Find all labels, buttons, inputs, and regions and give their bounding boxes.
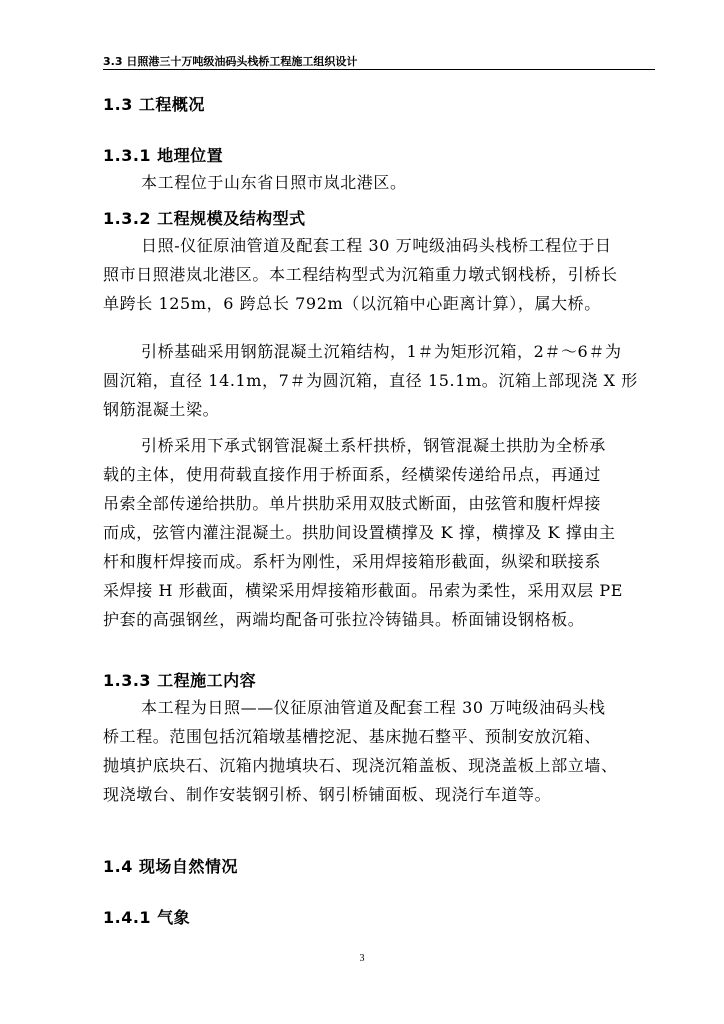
- paragraph-line: 日照-仪征原油管道及配套工程 30 万吨级油码头栈桥工程位于日: [141, 236, 612, 255]
- paragraph-line: 照市日照港岚北港区。本工程结构型式为沉箱重力墩式钢栈桥，引桥长: [103, 265, 618, 284]
- paragraph-line: 圆沉箱，直径 14.1m，7＃为圆沉箱，直径 15.1m。沉箱上部现浇 X 形: [103, 371, 638, 390]
- paragraph-line: 本工程为日照——仪征原油管道及配套工程 30 万吨级油码头栈: [141, 698, 606, 717]
- paragraph-location: [103, 168, 663, 197]
- section-heading-1-3-3: 1.3.3 工程施工内容: [103, 671, 257, 690]
- section-heading-1-3: 1.3 工程概况: [103, 95, 205, 114]
- section-heading-1-4-1: 1.4.1 气象: [103, 908, 191, 927]
- paragraph-line: 桥工程。范围包括沉箱墩基槽挖泥、基床抛石整平、预制安放沉箱、: [103, 727, 602, 746]
- paragraph-line: 护套的高强钢丝，两端均配备可张拉冷铸锚具。桥面铺设钢格板。: [103, 610, 585, 629]
- paragraph-scale-3: [103, 431, 663, 634]
- paragraph-line: 抛填护底块石、沉箱内抛填块石、现浇沉箱盖板、现浇盖板上部立墙、: [103, 756, 618, 775]
- paragraph-line: 而成，弦管内灌注混凝土。拱肋间设置横撑及 K 撑，横撑及 K 撑由主: [103, 523, 616, 542]
- paragraph-line: 采焊接 H 形截面，横梁采用焊接箱形截面。吊索为柔性，采用双层 PE: [103, 581, 624, 600]
- paragraph-line: 吊索全部传递给拱肋。单片拱肋采用双肢式断面，由弦管和腹杆焊接: [103, 494, 602, 513]
- paragraph-line: 现浇墩台、制作安装钢引桥、钢引桥铺面板、现浇行车道等。: [103, 785, 552, 804]
- section-heading-1-3-2: 1.3.2 工程规模及结构型式: [103, 209, 306, 228]
- paragraph-line: 引桥基础采用钢筋混凝土沉箱结构，1＃为矩形沉箱，2＃～6＃为: [141, 342, 622, 361]
- section-heading-1-3-1: 1.3.1 地理位置: [103, 146, 224, 165]
- paragraph-construction: [103, 693, 663, 809]
- paragraph-scale-1: [103, 231, 663, 318]
- header-rule: [103, 69, 655, 70]
- paragraph-line: 钢筋混凝土梁。: [103, 400, 220, 419]
- section-heading-1-4: 1.4 现场自然情况: [103, 857, 238, 876]
- paragraph-scale-2: [103, 337, 663, 424]
- running-header: 3.3 日照港三十万吨级油码头栈桥工程施工组织设计: [103, 55, 358, 68]
- paragraph-line: 载的主体，使用荷载直接作用于桥面系，经横梁传递给吊点，再通过: [103, 465, 602, 484]
- paragraph-line: 本工程位于山东省日照市岚北港区。: [141, 173, 407, 192]
- page-number: 3: [359, 953, 365, 964]
- paragraph-line: 引桥采用下承式钢管混凝土系杆拱桥，钢管混凝土拱肋为全桥承: [141, 436, 606, 455]
- paragraph-line: 单跨长 125m，6 跨总长 792m（以沉箱中心距离计算），属大桥。: [103, 294, 601, 313]
- paragraph-line: 杆和腹杆焊接而成。系杆为刚性，采用焊接箱形截面，纵梁和联接系: [103, 552, 602, 571]
